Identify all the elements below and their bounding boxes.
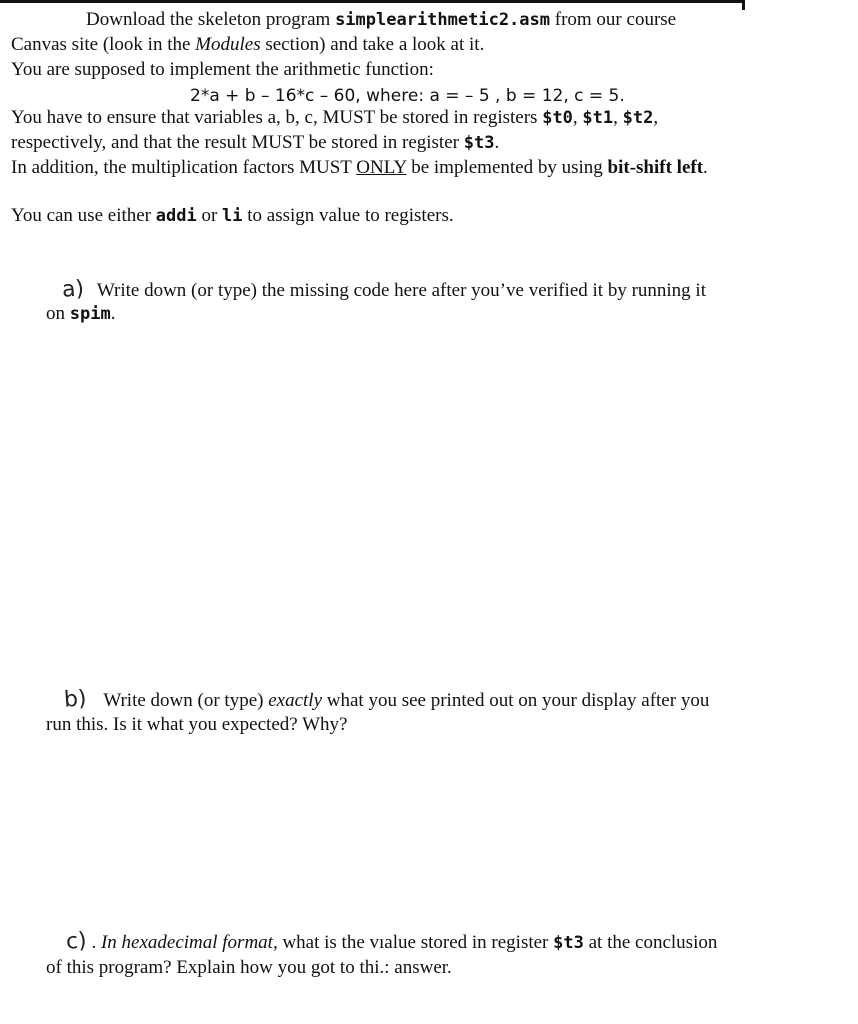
question-a-text: on [46,303,70,324]
intro-text: In addition, the multiplication factors MUST [11,157,357,178]
exactly-emphasis: exactly [268,690,323,711]
intro-line-7 [11,156,708,180]
question-a-text: Write down (or type) the missing code here after you’ve verified it by running it [96,280,706,301]
intro-text: to assign value to registers. [242,205,454,226]
intro-line-2 [11,33,484,57]
answer-area-a[interactable] [46,330,826,670]
question-a-line-2 [46,302,115,326]
equation [190,84,625,108]
intro-text: You have to ensure that variables a, b, c, MUST be stored in registers [11,107,543,128]
register-t2: $t2 [622,108,654,128]
question-a-line-1 [62,278,706,303]
intro-text: You are supposed to implement the arithmetic function: [11,59,434,80]
intro-line-1 [86,8,676,32]
question-c-text: what is the vıalue stored in register [277,932,554,953]
question-b-line-2 [46,713,347,737]
file-name: simplearithmetic2.asm [335,10,550,30]
modules-label: Modules [195,34,261,55]
answer-area-b[interactable] [46,742,826,912]
li-instruction: li [222,206,243,226]
question-a-marker: a) [61,276,85,303]
intro-line-6 [11,131,499,155]
equation-text: 2*a + b – 16*c – 60, where: a = – 5 , b = 12, c = 5. [190,86,625,106]
question-b-text: what you see printed out on your display after you [322,690,710,711]
separator: . [703,157,708,178]
hexadecimal-format-emphasis: In hexadecimal format, [100,932,278,953]
separator: , [613,107,623,128]
intro-text: from our course [550,9,677,30]
question-b-line-1 [64,688,709,713]
question-b-marker: b) [63,686,88,713]
question-b-text: run this. Is it what you expected? Why? [46,714,348,735]
question-c-marker: c) [65,928,88,955]
only-emphasis: ONLY [356,157,407,178]
intro-line-5 [11,106,658,130]
spim-label: spim [69,304,111,324]
intro-text: You can use either [11,205,156,226]
intro-text: Canvas site (look in the [11,34,196,55]
separator: . [494,132,500,153]
register-t3: $t3 [553,933,584,953]
bit-shift-left-term: bit-shift left [607,157,704,178]
top-border-corner [742,0,745,10]
intro-text: respectively, and that the result MUST be stored in register [11,132,464,153]
register-t0: $t0 [542,108,573,128]
question-c-line-2 [46,956,452,980]
question-b-text: Write down (or type) [103,690,269,711]
intro-text: Download the skeleton program [86,9,336,30]
question-c-line-1 [66,930,717,955]
separator: . [110,303,116,324]
intro-text: be implemented by using [406,157,608,178]
question-c-text: . [91,932,101,953]
addi-instruction: addi [155,206,197,226]
intro-line-8 [11,204,454,228]
intro-text: or [196,205,223,226]
intro-line-3 [11,58,434,82]
question-c-text: of this program? Explain how you got to thi.: answer. [46,957,452,978]
top-border-line [0,0,745,3]
separator: , [653,107,659,128]
question-c-text: at the conclusion [583,932,718,953]
separator: , [572,107,583,128]
intro-text: section) and take a look at it. [260,34,485,55]
register-t3: $t3 [463,133,495,153]
register-t1: $t1 [582,108,614,128]
